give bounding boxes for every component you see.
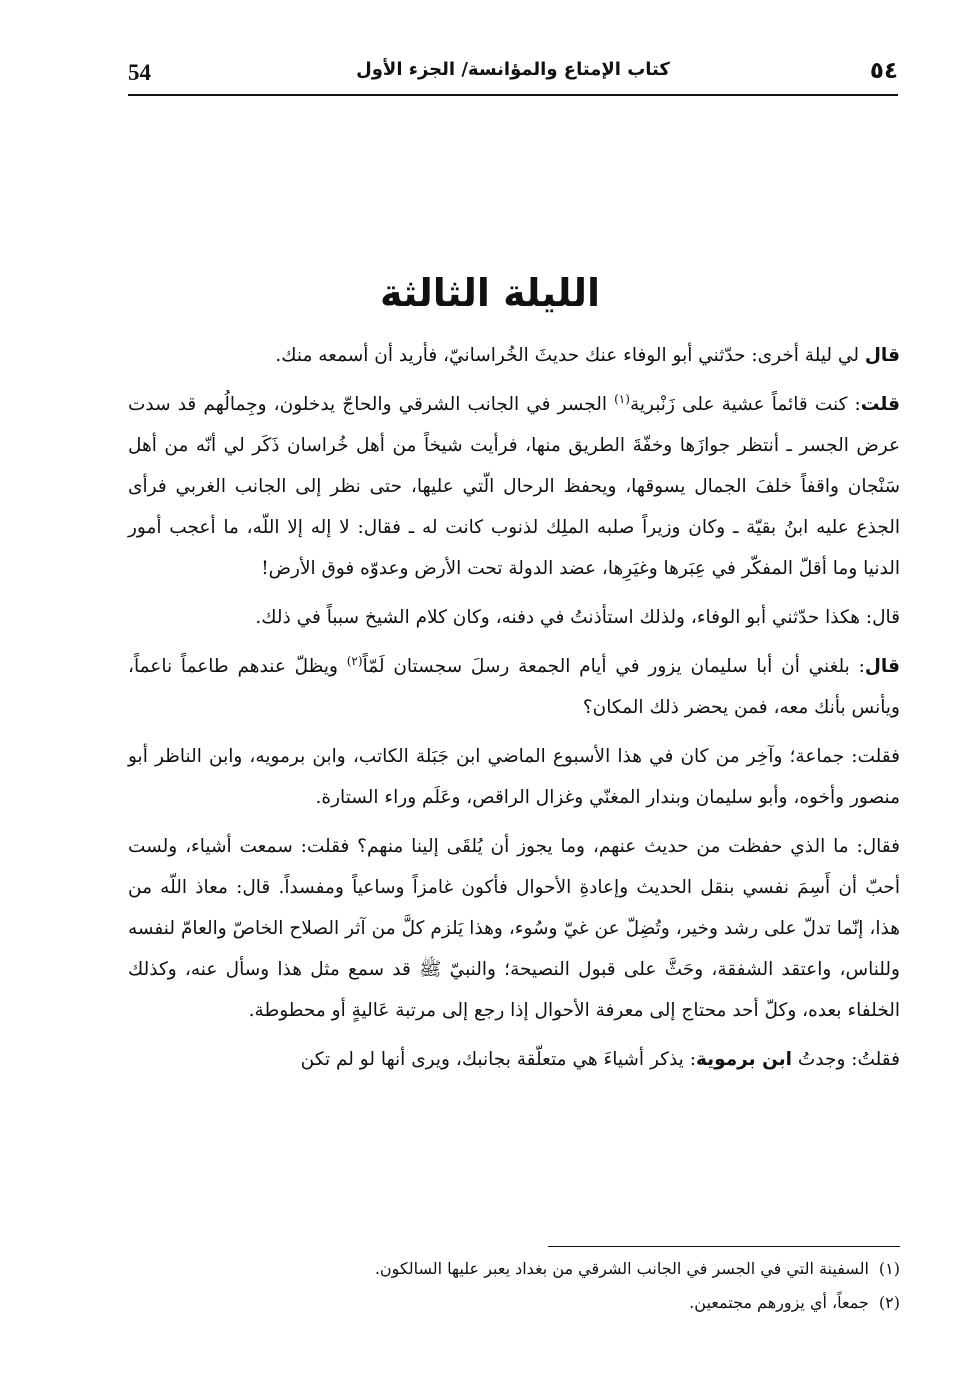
paragraph-text: فقلتُ: وجدتُ — [792, 1049, 900, 1070]
page-number-latin: 54 — [128, 60, 151, 85]
book-title: كتاب الإمتاع والمؤانسة/ الجزء الأول — [356, 59, 670, 80]
paragraph — [128, 1039, 900, 1080]
footnote-ref: (٢) — [346, 653, 363, 668]
paragraph-bold-name: ابن برموية — [695, 1049, 793, 1070]
paragraph — [128, 335, 900, 376]
paragraph-lead: قلت — [860, 394, 900, 415]
footnote-number: (٢) — [878, 1293, 900, 1312]
paragraph-lead: قال — [864, 656, 900, 677]
footnote — [128, 1252, 900, 1286]
footnote — [128, 1286, 900, 1320]
paragraph-lead: قال — [864, 345, 900, 366]
body-text — [128, 335, 900, 1088]
paragraph-text-continued: ويظلّ عندهم طاعماً ناعماً، ويأنس بأنك معه، فمن يحضر ذلك المكان؟ — [128, 656, 900, 718]
footnote-rule — [548, 1246, 900, 1247]
chapter-title: الليلة الثالثة — [379, 271, 600, 316]
paragraph — [128, 826, 900, 1031]
paragraph-text: فقلت: جماعة؛ وآخِر من كان في هذا الأسبوع الماضي ابن جَبَلة الكاتب، وابن برمويه، وابن الناظر أبو منصور وأخوه، وأبو سليمان وبندار المغنّي وغزال الراقص، وعَلَم وراء الستارة. — [128, 746, 900, 808]
header-rule — [128, 94, 898, 96]
paragraph-text-continued: الجسر في الجانب الشرقي والحاجّ يدخلون، وجِمالُهم قد سدت عرض الجسر ـ أنتظر جوازَها وخفّةَ الطريق منها، فرأيت شيخاً من أهل خُراسان ذَكَر لي أنّه من أهل سَنْجان واقفاً خلفَ الجمال يسوقها، ويحفظ الرحال الّتي عليها، حتى نظر إلى الجانب الغربي فرأى الجذع عليه ابنُ بقيّة ـ وكان وزيراً صلبه الملِك لذنوب كانت له ـ فقال: لا إله إلا اللّه، ما أعجب أمور الدنيا وما أقلّ المفكّر في عِبَرها وغيَرِها، عضد الدولة تحت الأرض وعدوّه فوق الأرض! — [128, 394, 900, 579]
footnote-text: جمعاً، أي يزورهم مجتمعين. — [689, 1293, 869, 1312]
paragraph — [128, 736, 900, 818]
footnote-ref: (١) — [614, 391, 630, 406]
paragraph-text: : كنت قائماً عشية على زَنْبرية — [629, 394, 861, 415]
paragraph-text: فقال: ما الذي حفظت من حديث عنهم، وما يجوز أن يُلقَى إلينا منهم؟ فقلت: سمعت أشياء، ولست أحبّ أن أَسِمَ نفسي بنقل الحديث وإعادةِ الأحوال فأكون غامزاً وساعياً ومفسداً. قال: معاذ اللّه من هذا، إنّما تدلّ على رشد وخير، وتُضِلّ عن غيّ وسُوء، وهذا يَلزم كلَّ من آثر الصلاح الخاصّ والعامّ لنفسه وللناس، واعتقد الشفقة، وحَثَّ على قبول النصيحة؛ والنبيّ ﷺ قد سمع مثل هذا وسأل عنه، وكذلك الخلفاء بعده، وكلّ أحد محتاج إلى معرفة الأحوال إذا رجع إلى مرتبة عَاليةٍ أو محطوطة. — [128, 836, 900, 1021]
paragraph-text: : بلغني أن أبا سليمان يزور في أيام الجمعة رسلَ سجستان لَمّاً — [362, 656, 865, 677]
page-number-arabic: ٥٤ — [869, 58, 898, 84]
footnote-text: السفينة التي في الجسر في الجانب الشرقي من بغداد يعبر عليها السالكون. — [374, 1259, 869, 1278]
paragraph-text: قال: هكذا حدّثني أبو الوفاء، ولذلك استأذنتُ في دفنه، وكان كلام الشيخ سبباً في ذلك. — [255, 607, 900, 628]
paragraph-text-continued: : يذكر أشياءَ هي متعلّقة بجانبك، ويرى أنها لو لم تكن — [300, 1049, 696, 1070]
running-header — [128, 56, 898, 96]
footnotes — [128, 1252, 900, 1320]
paragraph-text: لي ليلة أخرى: حدّثني أبو الوفاء عنك حديثَ الخُراسانيّ، فأريد أن أسمعه منك. — [275, 345, 865, 366]
paragraph — [128, 384, 900, 589]
paragraph — [128, 646, 900, 728]
footnote-number: (١) — [878, 1259, 900, 1278]
paragraph — [128, 597, 900, 638]
